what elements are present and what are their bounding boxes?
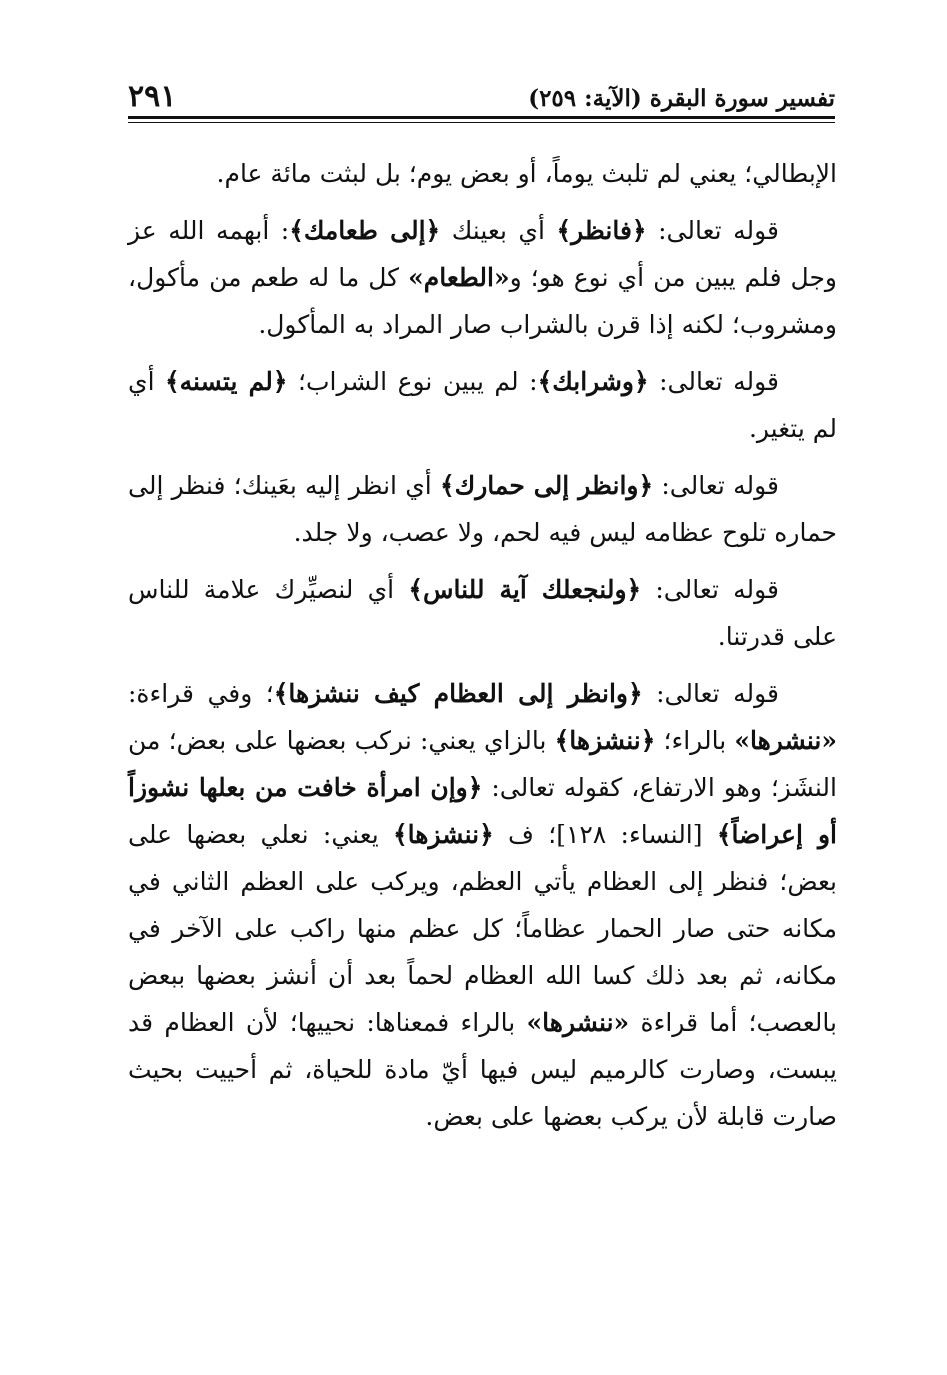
header-rule-thin	[128, 122, 835, 123]
paragraph	[128, 207, 837, 348]
page-number: ٢٩١	[128, 79, 177, 114]
text-run: : أبهمه الله عز وجل فلم يبين من أي نوع هو؛ و	[128, 216, 837, 292]
paragraph	[128, 670, 837, 1140]
text-run: قوله تعالى:	[646, 216, 780, 245]
quoted-term: «ننشرها»	[734, 726, 838, 755]
text-run: قوله تعالى:	[653, 471, 780, 500]
text-run: بالزاي يعني: نركب بعضها على بعض؛ من النشَز؛ وهو الارتفاع، كقوله تعالى:	[128, 726, 837, 802]
text-run: [النساء: ١٢٨]؛ ف	[493, 820, 717, 849]
text-run: قوله تعالى:	[642, 679, 780, 708]
paragraph	[128, 462, 837, 556]
quoted-term: ﴿وشرابك﴾	[537, 367, 649, 396]
quoted-term: ﴿وانظر إلى حمارك﴾	[439, 471, 654, 500]
text-run: أي بعينك	[440, 216, 557, 245]
quoted-term: «ننشرها»	[526, 1008, 630, 1037]
running-title: تفسير سورة البقرة (الآية: ٢٥٩)	[528, 85, 835, 112]
quoted-term: ﴿لم يتسنه﴾	[165, 367, 288, 396]
text-run: أي لم يتغير.	[128, 367, 837, 443]
text-run: أي لنصيِّرك علامة للناس على قدرتنا.	[128, 575, 837, 651]
text-run: ؛ وفي قراءة:	[128, 679, 274, 708]
text-run: أي انظر إليه بعَينك؛ فنظر إلى حماره تلوح عظامه ليس فيه لحم، ولا عصب، ولا جلد.	[128, 471, 837, 547]
text-run: : لم يبين نوع الشراب؛	[287, 367, 538, 396]
quoted-term: ﴿فانظر﴾	[556, 216, 647, 245]
quoted-term: ﴿ننشزها﴾	[393, 820, 494, 849]
text-run: يعني: نعلي بعضها على بعض؛ فنظر إلى العظام يأتي العظم، ويركب على العظم الثاني في مكانه حتى صار الحمار عظاماً؛ كل عظم منها راكب على الآخر في مكانه، ثم بعد ذلك كسا الله العظام لحماً بعد أن أنشز بعضها ببعض بالعصب؛ أما قراءة	[128, 820, 837, 1037]
quoted-term: ﴿وإن امرأة خافت من بعلها نشوزاً أو إعراضاً﴾	[128, 773, 837, 849]
header-rule-thick	[128, 116, 835, 119]
quoted-term: ﴿وانظر إلى العظام كيف ننشزها﴾	[273, 679, 643, 708]
quoted-term: ﴿إلى طعامك﴾	[289, 216, 441, 245]
quoted-term: ﴿ولنجعلك آية للناس﴾	[408, 575, 642, 604]
text-run: قوله تعالى:	[641, 575, 779, 604]
text-run: كل ما له طعم من مأكول، ومشروب؛ لكنه إذا قرن بالشراب صار المراد به المأكول.	[128, 263, 837, 339]
page-header	[128, 72, 835, 114]
body-text	[128, 150, 837, 1150]
text-run: الإبطالي؛ يعني لم تلبث يوماً، أو بعض يوم؛ بل لبثت مائة عام.	[216, 159, 837, 188]
quoted-term: ﴿ننشزها﴾	[554, 726, 656, 755]
paragraph	[128, 358, 837, 452]
paragraph	[128, 150, 837, 197]
text-run: بالراء؛	[655, 726, 735, 755]
paragraph	[128, 566, 837, 660]
quoted-term: «الطعام»	[408, 263, 510, 292]
text-run: قوله تعالى:	[648, 367, 780, 396]
text-run: بالراء فمعناها: نحييها؛ لأن العظام قد يبست، وصارت كالرميم ليس فيها أيّ مادة للحياة، ثم أحييت بحيث صارت قابلة لأن يركب بعضها على بعض.	[128, 1008, 837, 1131]
